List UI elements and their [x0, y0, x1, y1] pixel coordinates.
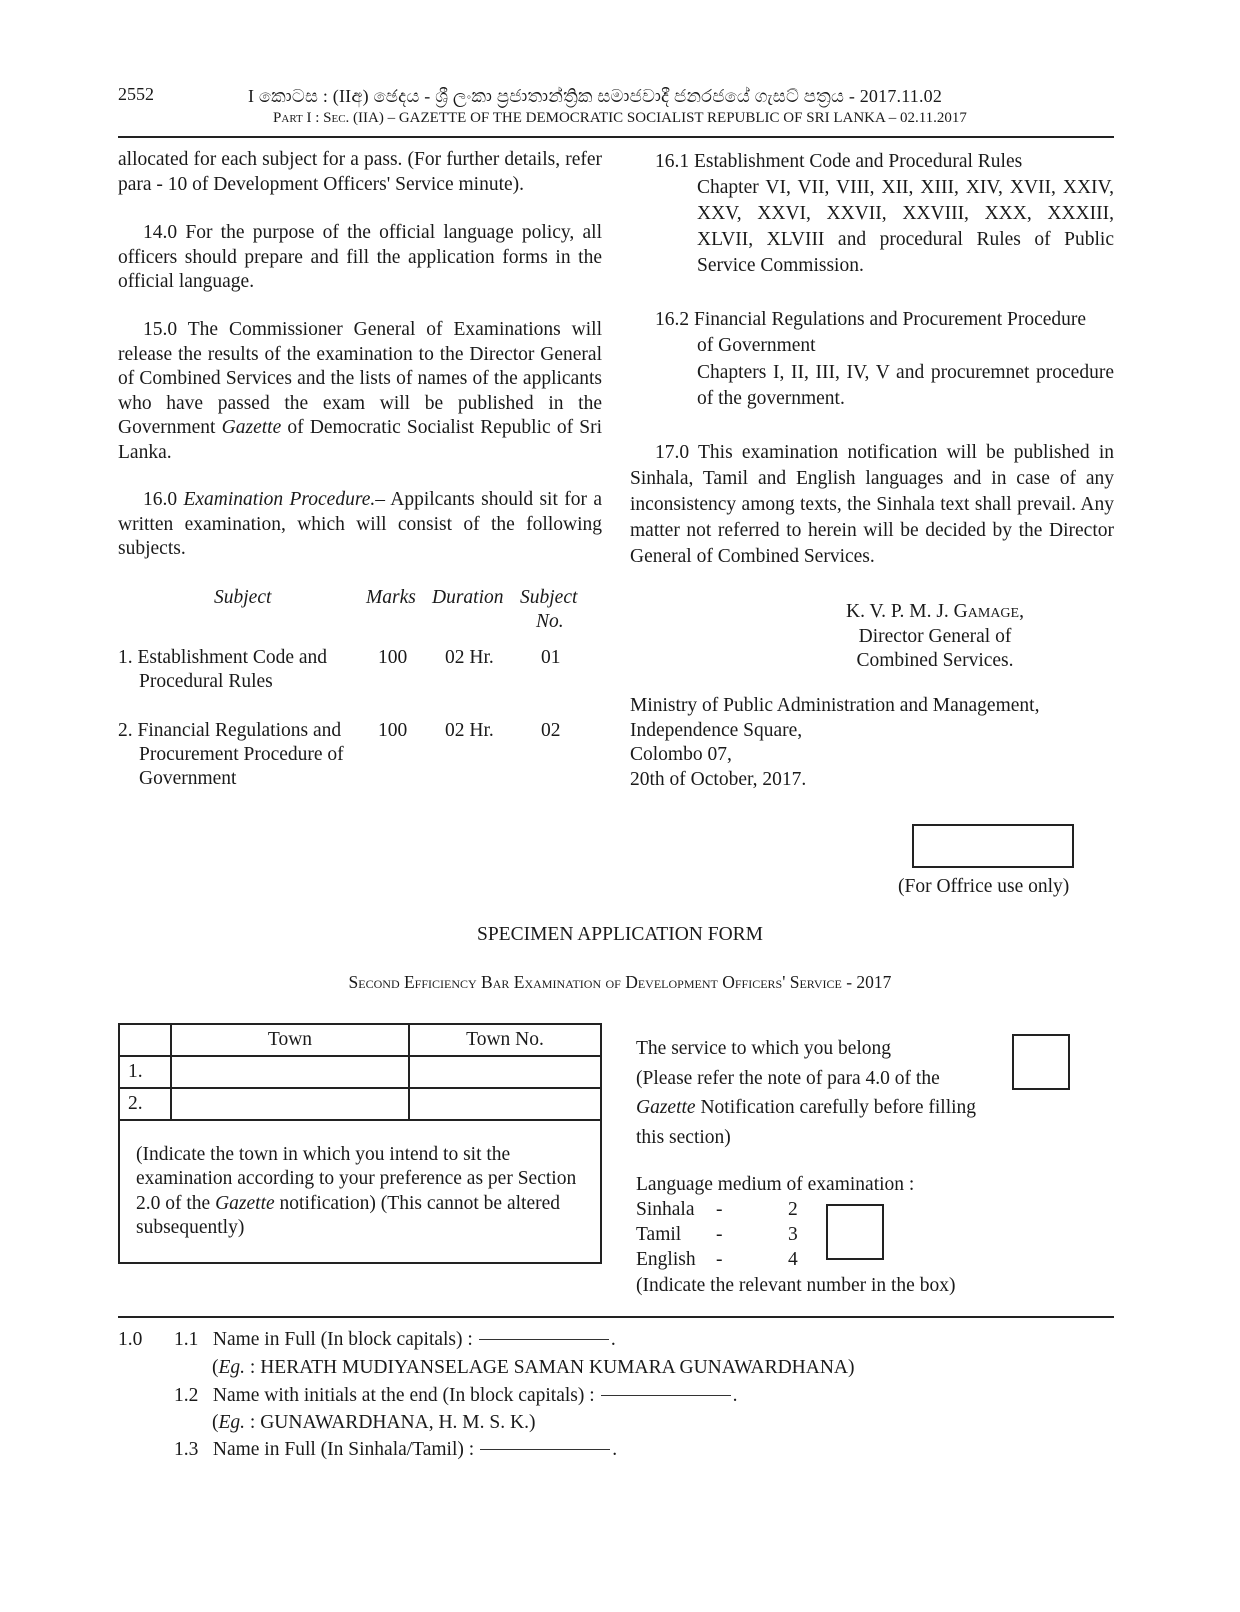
- form-subtitle: Second Efficiency Bar Examination of Development Officers' Service - 2017: [348, 972, 892, 992]
- town-row-label: 2.: [119, 1088, 171, 1120]
- field-line[interactable]: [480, 1449, 610, 1450]
- language-title: Language medium of examination :: [636, 1174, 915, 1195]
- sinhala-header: I කොටස : (IIඅ) ඡෙදය - ශ්‍රී ලංකා ප්‍රජාතාන්ත්‍රික සමාජවාදී ජනරජයේ ගැසට් පත්‍රය - 2017.11.02: [248, 86, 943, 106]
- service-line: this section): [636, 1126, 731, 1148]
- language-option: English - 4: [636, 1249, 798, 1270]
- para-15: 15.0 The Commissioner General of Examinations will release the results of the examination to the Director General of Combined Services and the lists of names of the applicants who have passed the exam will be published in the Government Gazette of Democratic Socialist Republic of Sri Lanka.: [118, 319, 603, 463]
- form-title: SPECIMEN APPLICATION FORM: [476, 924, 764, 945]
- address-line: Ministry of Public Administration and Management,: [630, 695, 1040, 716]
- office-use-box[interactable]: [912, 824, 1074, 868]
- example-1-1: (Eg. : HERATH MUDIYANSELAGE SAMAN KUMARA GUNAWARDHANA): [212, 1357, 855, 1378]
- signatory-title-1: Director General of: [858, 625, 1012, 647]
- para-continuation: allocated for each subject for a pass. (For further details, refer para - 10 of Development Officers' Service minute).: [118, 149, 602, 195]
- language-option: Tamil - 3: [636, 1224, 798, 1245]
- service-box[interactable]: [1012, 1034, 1070, 1090]
- service-line: (Please refer the note of para 4.0 of the: [636, 1067, 940, 1089]
- section-number: 1.0: [118, 1329, 143, 1350]
- language-option: Sinhala - 2: [636, 1199, 798, 1220]
- town-row-label: 1.: [119, 1056, 171, 1088]
- page-number: 2552: [118, 84, 154, 104]
- field-1-3: 1.3 Name in Full (In Sinhala/Tamil) : .: [174, 1439, 618, 1460]
- service-section: [636, 1034, 1006, 1152]
- language-box[interactable]: [826, 1204, 884, 1260]
- address-line: Colombo 07,: [630, 744, 732, 765]
- para-17: 17.0 This examination notification will be published in Sinhala, Tamil and English languages and in case of any inconsistency among texts, the Sinhala text shall prevail. Any matter not referred to herein will be decided by the Director General of Combined Services.: [630, 442, 1114, 567]
- subject-row-1-marks: 100: [378, 647, 408, 668]
- address-block: [630, 694, 1039, 792]
- example-1-2: (Eg. : GUNAWARDHANA, H. M. S. K.): [212, 1412, 536, 1433]
- col-header-marks: Marks: [366, 587, 416, 608]
- para-16-2-title-cont: of Government: [697, 335, 816, 356]
- para-16-1-title: 16.1 Establishment Code and Procedural Rules: [655, 151, 1023, 172]
- subject-row-1-name: 1. Establishment Code and: [118, 647, 328, 668]
- town-field[interactable]: [171, 1056, 409, 1088]
- address-line: Independence Square,: [630, 719, 803, 741]
- language-note: (Indicate the relevant number in the box): [636, 1275, 956, 1296]
- subject-row-2-name: 2. Financial Regulations and: [118, 720, 342, 741]
- subject-row-2-no: 02: [541, 720, 561, 741]
- subject-row-2-name-cont2: Government: [139, 768, 237, 789]
- town-table: [118, 1023, 602, 1264]
- english-header: Part I : Sec. (IIA) – GAZETTE OF THE DEMOCRATIC SOCIALIST REPUBLIC OF SRI LANKA – 02.11.2017: [273, 110, 967, 126]
- subject-row-1-no: 01: [541, 647, 561, 668]
- town-no-field[interactable]: [409, 1056, 601, 1088]
- para-16-1-body: Chapter VI, VII, VIII, XII, XIII, XIV, XVII, XXIV, XXV, XXVI, XXVII, XXVIII, XXX, XXXIII, XLVII, XLVIII and procedural Rules of Public Service Commission.: [697, 177, 1114, 276]
- town-table-corner: [119, 1024, 171, 1056]
- header-rule: [118, 136, 1114, 138]
- signatory-name: K. V. P. M. J. Gamage,: [846, 601, 1024, 622]
- town-no-field[interactable]: [409, 1088, 601, 1120]
- town-field[interactable]: [171, 1088, 409, 1120]
- subject-row-1-duration: 02 Hr.: [445, 647, 494, 668]
- subject-row-2-duration: 02 Hr.: [445, 720, 494, 741]
- subject-row-2-marks: 100: [378, 720, 408, 741]
- field-line[interactable]: [479, 1339, 609, 1340]
- town-no-header: Town No.: [409, 1024, 601, 1056]
- signatory-title-2: Combined Services.: [856, 650, 1014, 671]
- address-line: 20th of October, 2017.: [630, 768, 807, 790]
- gazette-word: Gazette: [221, 417, 282, 438]
- para-16-2-title: 16.2 Financial Regulations and Procurement Procedure: [655, 309, 1087, 330]
- para-16-2-body: Chapters I, II, III, IV, V and procuremnet procedure of the government.: [697, 362, 1114, 409]
- town-note: (Indicate the town in which you intend to sit the examination according to your preference as per Section 2.0 of the Gazette notification) (This cannot be altered subsequently): [119, 1120, 601, 1263]
- col-header-duration: Duration: [432, 587, 504, 608]
- field-line[interactable]: [601, 1395, 731, 1396]
- para-14: 14.0 For the purpose of the official language policy, all officers should prepare and fill the application forms in the official language.: [118, 222, 602, 292]
- field-1-1: 1.1 Name in Full (In block capitals) : .: [174, 1329, 616, 1350]
- office-use-label: (For Offrice use only): [898, 876, 1070, 897]
- col-header-subject: Subject: [214, 587, 272, 608]
- signature-block: [820, 600, 1050, 674]
- col-header-subject-no: Subject: [520, 587, 578, 608]
- service-line: The service to which you belong: [636, 1038, 892, 1059]
- col-header-no: No.: [536, 611, 564, 632]
- para-16: 16.0 Examination Procedure.– Appilcants should sit for a written examination, which will consist of the following subjects.: [118, 489, 603, 559]
- subject-row-1-name-cont: Procedural Rules: [139, 671, 273, 692]
- form-section-rule: [118, 1316, 1114, 1318]
- subject-row-2-name-cont: Procurement Procedure of: [139, 744, 344, 765]
- service-line: Gazette Notification carefully before filling: [636, 1097, 977, 1118]
- field-1-2: 1.2 Name with initials at the end (In block capitals) : .: [174, 1385, 738, 1406]
- town-header: Town: [171, 1024, 409, 1056]
- section-title: Examination Procedure.: [183, 489, 376, 510]
